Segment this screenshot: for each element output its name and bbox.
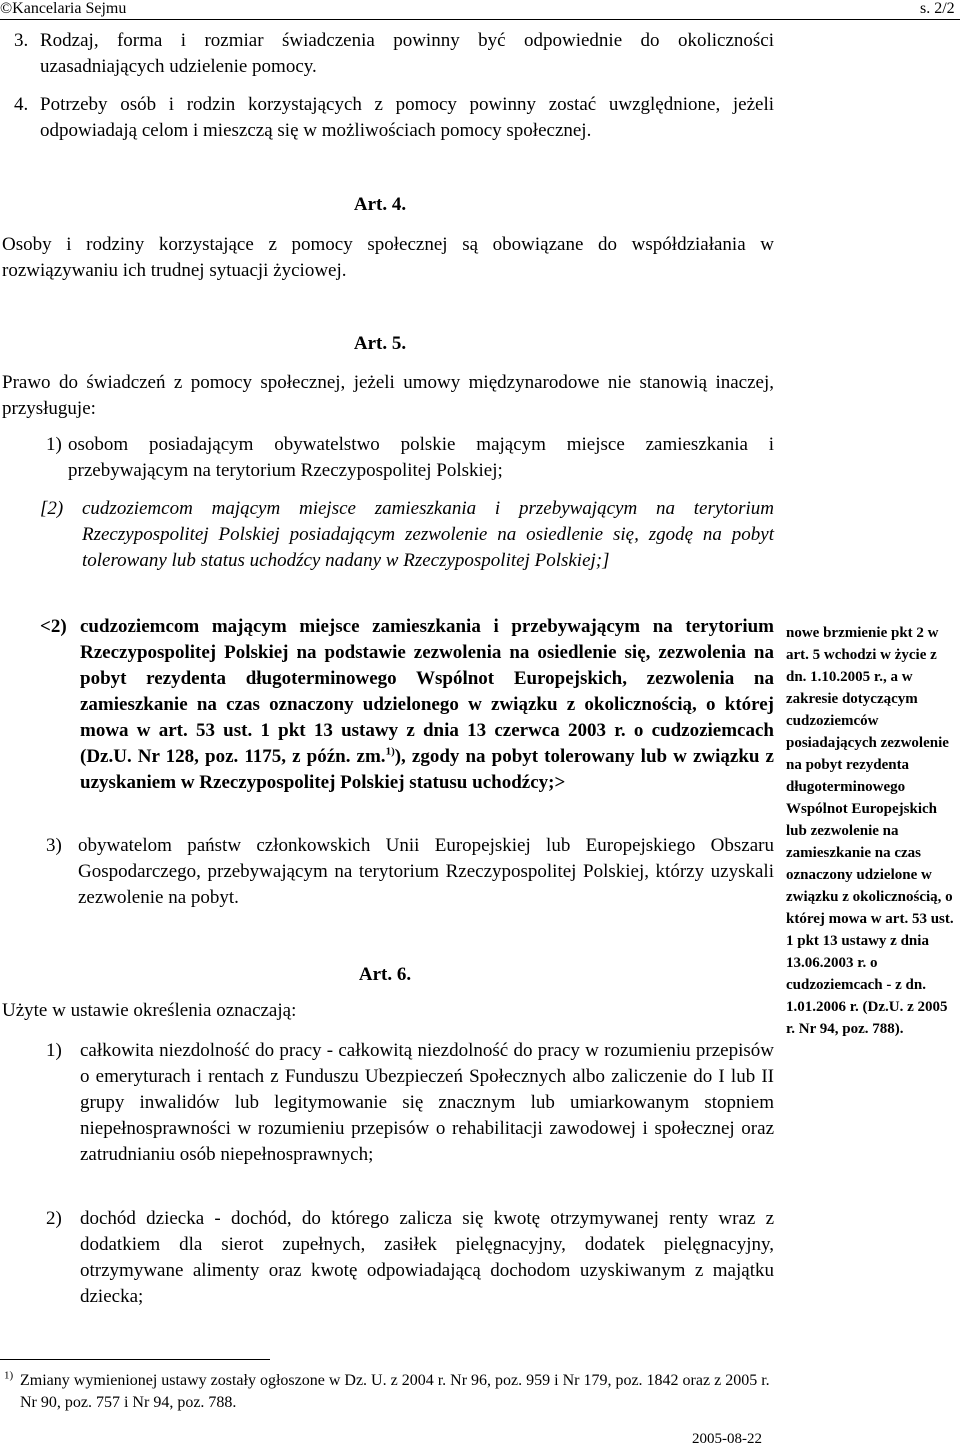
item-number: <2) [40, 616, 67, 637]
article-5-heading: Art. 5. [353, 333, 407, 354]
margin-note: nowe brzmienie pkt 2 w art. 5 wchodzi w życie z dn. 1.10.2005 r., a w zakresie dotyczącym cudzoziemców posiadających zezwolenie na pobyt rezydenta długoterminowego Wspólnot Europejskich lub zezwolenie na zamieszkanie na czas oznaczony udzielone w związku z okolicznością, o której mowa w art. 53 ust. 1 pkt 13 ustawy z dnia 13.06.2003 r. o cudzoziemcach - z dn. 1.01.2006 r. (Dz.U. z 2005 r. Nr 94, poz. 788). [786, 625, 954, 1037]
footnote-rule [0, 1359, 270, 1360]
item-text: cudzoziemcom mającym miejsce zamieszkania i przebywającym na terytorium Rzeczypospolitej Polskiej posiadającym zezwolenie na osiedlenie się, zgodę na pobyt tolerowany lub status uchodźcy nadany w Rzeczypospolitej Polskiej;] [82, 498, 774, 571]
footnote-marker: 1) [4, 1369, 14, 1382]
article-5-item-2-new [40, 614, 774, 796]
item-number: 1) [46, 1040, 62, 1061]
footnote [4, 1370, 784, 1414]
header-rule [0, 19, 960, 20]
header-page-number: s. 2/2 [920, 0, 955, 17]
list-item-3 [14, 28, 774, 80]
item-text: Potrzeby osób i rodzin korzystających z pomocy powinny zostać uwzględnione, jeżeli odpowiadają celom i mieszczą się w możliwościach pomocy społecznej. [40, 94, 774, 141]
footnote-text: Zmiany wymienionej ustawy zostały ogłoszone w Dz. U. z 2004 r. Nr 96, poz. 959 i Nr 179, poz. 1842 oraz z 2005 r. Nr 90, poz. 757 i Nr 94, poz. 788. [20, 1372, 770, 1411]
item-text-part-a: cudzoziemcom mającym miejsce zamieszkania i przebywającym na terytorium Rzeczypospolitej Polskiej na podstawie zezwolenia na osiedlenie się, zezwolenia na pobyt rezydenta długoterminowego Wspólnot Europejskich, zezwolenia na zamieszkanie na czas oznaczony udzielonego w związku z okolicznością, o której mowa w art. 53 ust. 1 pkt 13 ustawy z dnia 13 czerwca 2003 r. o cudzoziemcach (Dz.U. Nr 128, poz. 1175, z późn. zm. [80, 616, 774, 767]
item-text-part-b: ), zgody na pobyt tolerowany lub w związku z uzyskaniem w Rzeczypospolitej Polskiej statusu uchodźcy;> [80, 746, 774, 793]
item-number: 1) [46, 434, 62, 455]
item-text: Rodzaj, forma i rozmiar świadczenia powinny być odpowiednie do okoliczności uzasadniających udzielenie pomocy. [40, 30, 774, 77]
item-number: 4. [14, 94, 29, 115]
header-source: ©Kancelaria Sejmu [0, 0, 127, 17]
article-6-intro: Użyte w ustawie określenia oznaczają: [2, 1000, 297, 1021]
article-5-item-1 [46, 432, 774, 484]
article-5-intro: Prawo do świadczeń z pomocy społecznej, jeżeli umowy międzynarodowe nie stanowią inaczej, przysługuje: [2, 372, 774, 419]
article-5-item-2-old [40, 496, 774, 574]
article-4-heading: Art. 4. [353, 194, 407, 215]
footnote-reference: 1) [385, 745, 395, 758]
item-number: [2) [40, 498, 64, 519]
item-number: 3. [14, 30, 29, 51]
item-number: 2) [46, 1208, 62, 1229]
item-text: całkowita niezdolność do pracy - całkowitą niezdolność do pracy w rozumieniu przepisów o emeryturach i rentach z Funduszu Ubezpieczeń Społecznych albo zaliczenie do I lub II grupy inwalidów lub legitymowanie się znacznym lub umiarkowanym stopniem niepełnosprawności w rozumieniu przepisów o rehabilitacji zawodowej i społecznej oraz zatrudnianiu osób niepełnosprawnych; [80, 1040, 774, 1165]
item-text: osobom posiadającym obywatelstwo polskie mającym miejsce zamieszkania i przebywającym na terytorium Rzeczypospolitej Polskiej; [68, 434, 774, 481]
list-item-4 [14, 92, 774, 144]
article-6-heading: Art. 6. [358, 964, 412, 985]
item-number: 3) [46, 835, 62, 856]
article-4-text: Osoby i rodziny korzystające z pomocy społecznej są obowiązane do współdziałania w rozwiązywaniu ich trudnej sytuacji życiowej. [2, 234, 774, 281]
article-6-item-2 [46, 1206, 774, 1310]
document-date: 2005-08-22 [692, 1431, 762, 1447]
item-text: obywatelom państw członkowskich Unii Europejskiej lub Europejskiego Obszaru Gospodarczego, przebywającym na terytorium Rzeczypospolitej Polskiej, którzy uzyskali zezwolenie na pobyt. [78, 835, 774, 908]
article-6-item-1 [46, 1038, 774, 1168]
item-text [80, 614, 774, 796]
item-text: dochód dziecka - dochód, do którego zalicza się kwotę otrzymywanej renty wraz z dodatkiem dla sierot zupełnych, zasiłek pielęgnacyjny, dodatek pielęgnacyjny, otrzymywane alimenty oraz kwotę odpowiadającą dochodom uzyskiwanym z majątku dziecka; [80, 1208, 774, 1307]
article-5-item-3 [46, 833, 774, 911]
